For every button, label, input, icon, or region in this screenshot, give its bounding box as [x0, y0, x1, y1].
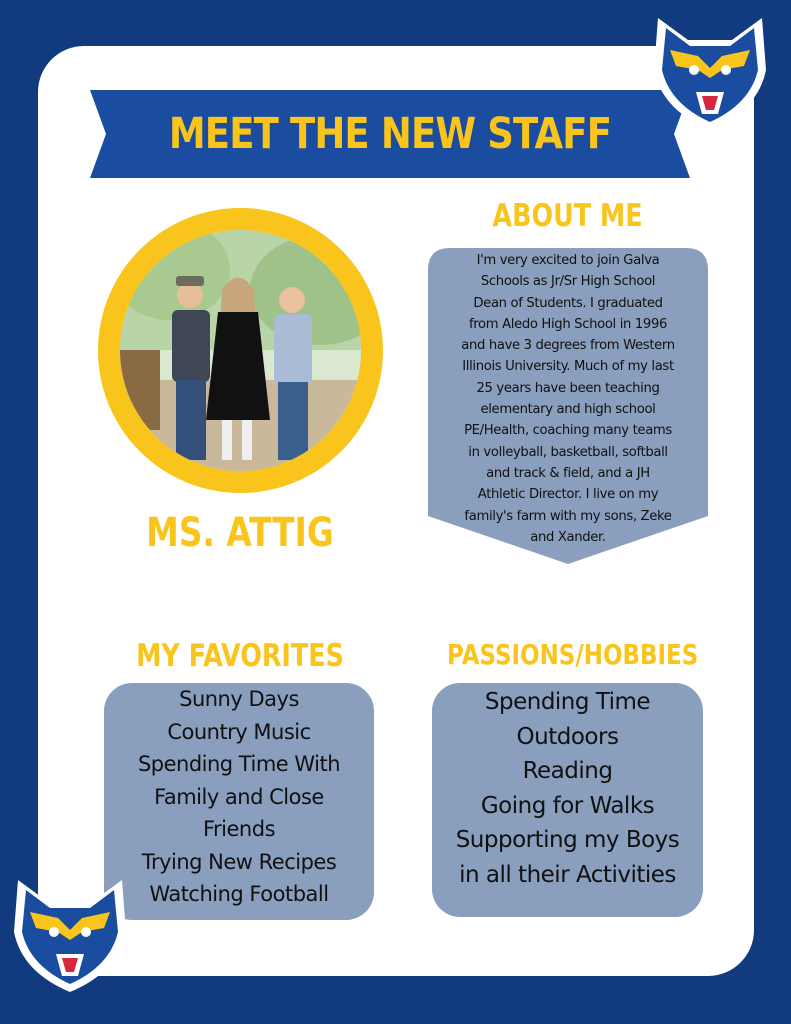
wildcat-mascot-icon [648, 10, 772, 134]
list-item: Watching Football [149, 882, 329, 906]
list-item: Going for Walks [480, 792, 655, 819]
title-banner [90, 90, 690, 178]
list-item: Supporting my Boys [455, 827, 680, 854]
favorites-box [104, 683, 374, 920]
staff-name: MS. ATTIG [146, 510, 334, 556]
list-item: Friends [202, 817, 276, 841]
wildcat-mascot-icon [8, 872, 132, 996]
photo-frame [98, 208, 383, 493]
list-item: Outdoors [516, 723, 619, 750]
passions-heading: PASSIONS/HOBBIES [447, 638, 699, 671]
list-item: Spending Time [484, 689, 651, 715]
about-box [428, 248, 708, 568]
list-item: Family and Close [154, 784, 324, 809]
list-item: in all their Activities [459, 861, 676, 888]
list-item: Country Music [167, 719, 311, 744]
passions-box [432, 683, 703, 917]
about-text: I'm very excited to join Galva Schools as Jr/Sr High School Dean of Students. I graduated from Aledo High School in 1996 and have 3 degrees from Western Illinois University. Much of my last 25 years have been teaching elementary and high school PE/Health, coaching many teams in volleyball, basketball, softball and track & field, and a JH Athletic Director. I live on my family's farm with my sons, Zeke and Xander. [461, 253, 675, 545]
list-item: Sunny Days [179, 687, 299, 711]
about-heading: ABOUT ME [492, 198, 643, 234]
list-item: Reading [522, 758, 613, 785]
family-photo [120, 230, 361, 471]
page-title: MEET THE NEW STAFF [168, 109, 612, 159]
list-item: Spending Time With [137, 752, 341, 776]
list-item: Trying New Recipes [141, 849, 337, 874]
favorites-heading: MY FAVORITES [136, 638, 344, 674]
